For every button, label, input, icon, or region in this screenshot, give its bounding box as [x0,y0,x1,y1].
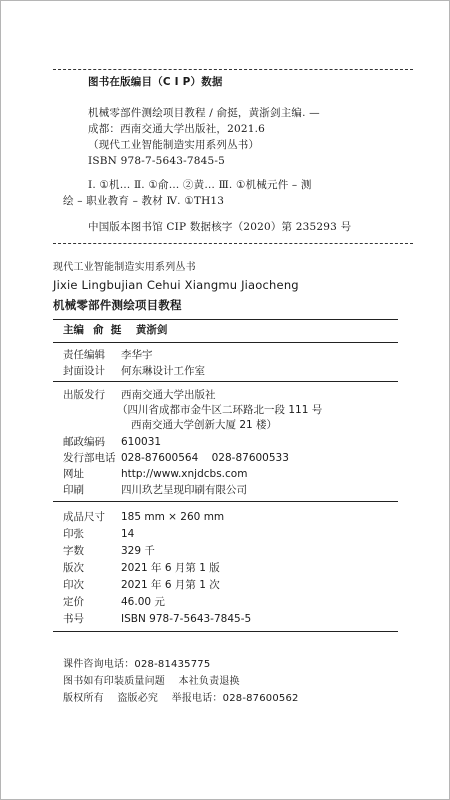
cip-line: ISBN 978-7-5643-7845-5 [88,155,226,167]
cip-heading: 图书在版编目（C I P）数据 [88,76,223,88]
spec-value: 2021 年 6 月第 1 次 [121,579,220,591]
book-title: 机械零部件测绘项目教程 [53,298,182,312]
staff-value: 李华宇 [121,349,153,361]
contact-label: 邮政编码 [63,436,105,448]
editors-label: 主编 [63,324,84,336]
cip-line: 绘 – 职业教育 – 教材 Ⅳ. ①TH13 [63,195,225,207]
rule [53,381,398,382]
spec-label: 书号 [63,613,84,625]
rule [53,342,398,343]
staff-label: 责任编辑 [63,349,105,361]
cip-top-dashed-rule [53,69,413,70]
spec-value: 329 千 [121,545,155,557]
spec-label: 成品尺寸 [63,511,105,523]
cip-line: 中国版本图书馆 CIP 数据核字（2020）第 235293 号 [88,221,352,233]
spec-label: 定价 [63,596,84,608]
cip-bottom-dashed-rule [53,243,413,244]
cip-line: 成都：西南交通大学出版社，2021.6 [88,123,266,135]
spec-value: 2021 年 6 月第 1 版 [121,562,220,574]
footer-line: 课件咨询电话：028-81435775 [63,659,211,670]
series-name: 现代工业智能制造实用系列丛书 [53,262,196,273]
spec-value: 185 mm × 260 mm [121,511,225,523]
rule [53,631,398,632]
spec-value: 46.00 元 [121,596,165,608]
pinyin-title: Jixie Lingbujian Cehui Xiangmu Jiaocheng [53,278,299,292]
footer-line: 图书如有印装质量问题 本社负责退换 [63,676,240,687]
contact-value: 四川玖艺呈现印刷有限公司 [121,484,247,496]
contact-label: 印刷 [63,484,84,496]
contact-value: 610031 [121,436,162,448]
spec-label: 印次 [63,579,84,591]
rule [53,319,398,320]
publisher-label: 出版发行 [63,389,105,401]
spec-label: 印张 [63,528,84,540]
spec-value: 14 [121,528,135,540]
publisher-line: （四川省成都市金牛区二环路北一段 111 号 [117,404,323,416]
publisher-line: 西南交通大学创新大厦 21 楼） [131,419,278,431]
cip-line: 机械零部件测绘项目教程 / 俞挺，黄浙剑主编. — [88,107,320,119]
rule [53,501,398,502]
editors-value: 俞 挺 黄浙剑 [93,324,168,336]
website-link[interactable]: http://www.xnjdcbs.com [121,468,248,480]
spec-value: ISBN 978-7-5643-7845-5 [121,613,252,625]
contact-value: 028-87600564 028-87600533 [121,452,289,464]
cip-line: （现代工业智能制造实用系列丛书） [88,139,260,151]
contact-label: 网址 [63,468,84,480]
publisher-line: 西南交通大学出版社 [121,389,216,401]
footer-line: 版权所有 盗版必究 举报电话：028-87600562 [63,693,299,704]
spec-label: 字数 [63,545,84,557]
cip-line: Ⅰ. ①机… Ⅱ. ①俞… ②黄… Ⅲ. ①机械元件 – 测 [88,179,312,191]
staff-value: 何东琳设计工作室 [121,365,205,377]
contact-label: 发行部电话 [63,452,116,464]
spec-label: 版次 [63,562,84,574]
staff-label: 封面设计 [63,365,105,377]
